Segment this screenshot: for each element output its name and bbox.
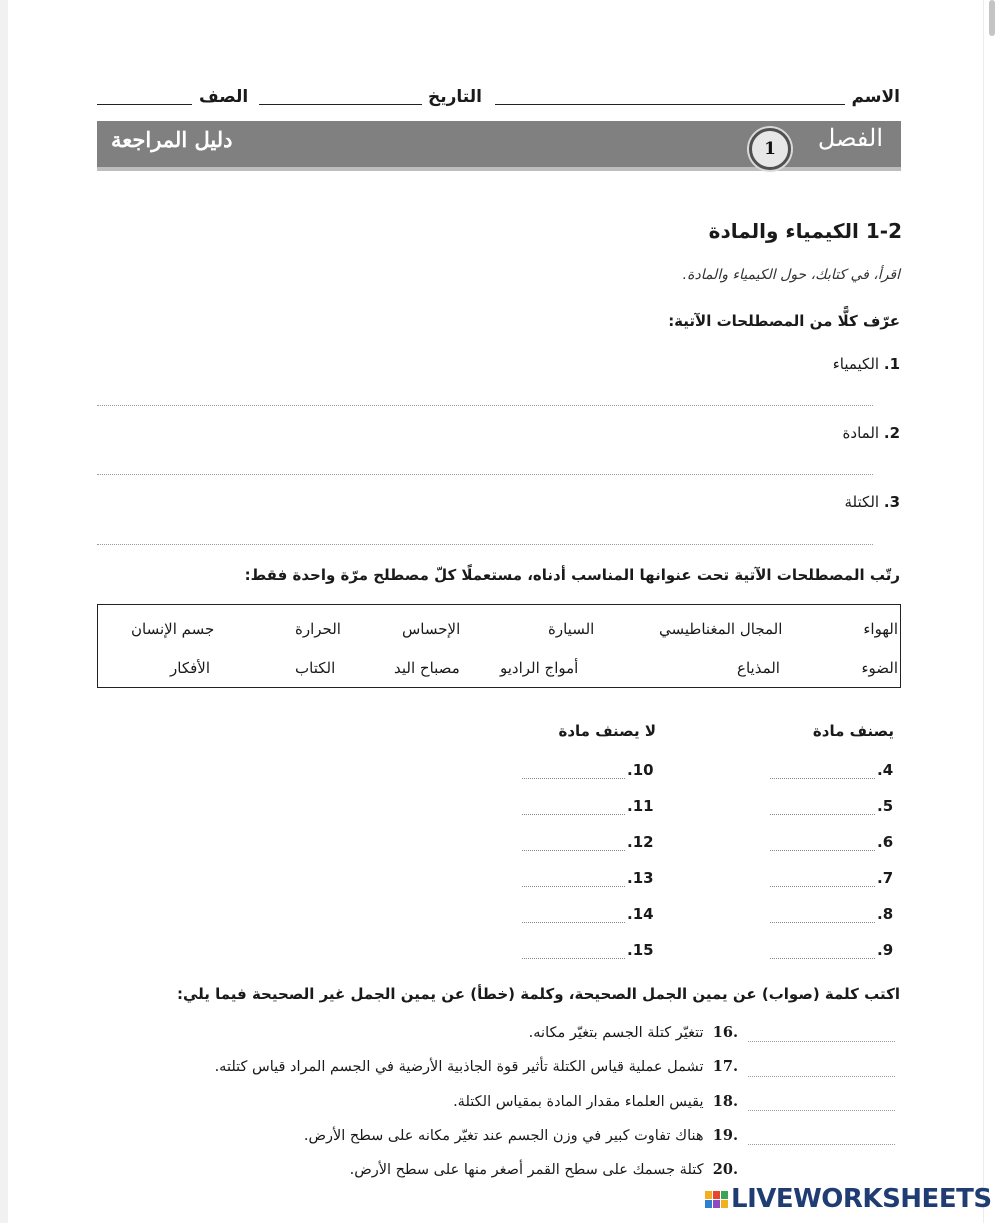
- section-title: 1-2 الكيمياء والمادة: [708, 219, 902, 243]
- banner-title: دليل المراجعة: [111, 127, 233, 152]
- term: الحرارة: [295, 620, 341, 638]
- definition-item: [833, 355, 900, 373]
- tf-number: .17: [712, 1058, 738, 1075]
- date-line: [259, 104, 422, 105]
- item-number: .5: [877, 797, 894, 815]
- definition-term: الكتلة: [844, 493, 880, 511]
- tf-item: [529, 1024, 738, 1041]
- tf-statement: تتغيّر كتلة الجسم بتغيّر مكانه.: [528, 1025, 704, 1041]
- definition-item: [843, 424, 900, 442]
- item-number: .10: [627, 761, 654, 779]
- page-edge: [0, 0, 8, 1223]
- term: الإحساس: [402, 620, 461, 638]
- logo-mark-icon: [705, 1191, 728, 1208]
- tf-item: [350, 1161, 738, 1178]
- answer-blank[interactable]: [522, 958, 625, 959]
- section-intro: اقرأ، في كتابك، حول الكيمياء والمادة.: [682, 267, 900, 283]
- term: الكتاب: [295, 659, 336, 677]
- definition-number: 3.: [883, 493, 900, 511]
- tf-item: [304, 1127, 738, 1144]
- item-number: .8: [877, 905, 894, 923]
- name-line: [495, 104, 845, 105]
- item-number: .7: [877, 869, 894, 887]
- answer-line[interactable]: [97, 405, 873, 406]
- tf-number: .20: [712, 1161, 738, 1178]
- chapter-banner: [97, 121, 901, 171]
- chapter-number-badge: 1: [749, 128, 791, 170]
- tf-answer-blank[interactable]: [748, 1144, 895, 1145]
- answer-blank[interactable]: [522, 850, 625, 851]
- class-line: [97, 104, 192, 105]
- item-number: .11: [627, 797, 654, 815]
- item-number: .12: [627, 833, 654, 851]
- item-number: .15: [627, 941, 654, 959]
- tf-answer-blank[interactable]: [748, 1110, 895, 1111]
- term: السيارة: [548, 620, 595, 638]
- date-label: التاريخ: [428, 87, 482, 107]
- term: المجال المغناطيسي: [659, 620, 783, 638]
- tf-number: .19: [712, 1127, 738, 1144]
- answer-line[interactable]: [97, 474, 873, 475]
- scroll-thumb[interactable]: [989, 0, 995, 36]
- answer-line[interactable]: [97, 544, 873, 545]
- tf-statement: تشمل عملية قياس الكتلة تأثير قوة الجاذبية الأرضية في الجسم المراد قياس كتلته.: [214, 1059, 704, 1075]
- term: أمواج الراديو: [500, 659, 579, 677]
- term: مصباح اليد: [394, 659, 460, 677]
- answer-blank[interactable]: [770, 778, 875, 779]
- tf-statement: كتلة جسمك على سطح القمر أصغر منها على سطح الأرض.: [349, 1162, 704, 1178]
- definition-item: [845, 493, 900, 511]
- scrollbar[interactable]: [983, 0, 1000, 1223]
- answer-blank[interactable]: [770, 922, 875, 923]
- item-number: .9: [877, 941, 894, 959]
- answer-blank[interactable]: [522, 922, 625, 923]
- tf-statement: يقيس العلماء مقدار المادة بمقياس الكتلة.: [453, 1094, 704, 1110]
- tf-number: .16: [712, 1024, 738, 1041]
- definition-term: الكيمياء: [832, 355, 880, 373]
- tf-number: .18: [712, 1093, 738, 1110]
- definition-term: المادة: [842, 424, 880, 442]
- answer-blank[interactable]: [522, 814, 625, 815]
- tf-answer-blank[interactable]: [748, 1041, 895, 1042]
- answer-blank[interactable]: [770, 814, 875, 815]
- item-number: .14: [627, 905, 654, 923]
- term: الأفكار: [170, 659, 210, 677]
- term: المذياع: [737, 659, 780, 677]
- answer-blank[interactable]: [770, 886, 875, 887]
- classify-instruction: رتّب المصطلحات الآتية تحت عنوانها المناسب أدناه، مستعملًا كلّ مصطلح مرّة واحدة فقط:: [244, 566, 900, 584]
- item-number: .6: [877, 833, 894, 851]
- name-label: الاسم: [851, 87, 900, 107]
- class-label: الصف: [199, 87, 249, 107]
- term: الهواء: [863, 620, 898, 638]
- tf-statement: هناك تفاوت كبير في وزن الجسم عند تغيّر مكانه على سطح الأرض.: [303, 1128, 704, 1144]
- answer-blank[interactable]: [522, 778, 625, 779]
- term-bank: [97, 604, 901, 688]
- item-number: .4: [877, 761, 894, 779]
- tf-item: [453, 1093, 738, 1110]
- not-matter-heading: لا يصنف مادة: [558, 722, 656, 740]
- term: جسم الإنسان: [131, 620, 215, 638]
- term: الضوء: [861, 659, 898, 677]
- answer-blank[interactable]: [522, 886, 625, 887]
- liveworksheets-logo: [705, 1182, 992, 1216]
- answer-blank[interactable]: [770, 850, 875, 851]
- matter-heading: يصنف مادة: [812, 722, 894, 740]
- define-instruction: عرّف كلًّا من المصطلحات الآتية:: [668, 312, 900, 330]
- tf-instruction: اكتب كلمة (صواب) عن يمين الجمل الصحيحة، وكلمة (خطأ) عن يمين الجمل غير الصحيحة فيما يلي:: [176, 985, 900, 1003]
- logo-text: LIVEWORKSHEETS: [731, 1184, 992, 1214]
- answer-blank[interactable]: [770, 958, 875, 959]
- definition-number: 2.: [883, 424, 900, 442]
- chapter-label: الفصل: [817, 124, 883, 152]
- item-number: .13: [627, 869, 654, 887]
- tf-item: [215, 1058, 738, 1075]
- tf-answer-blank[interactable]: [748, 1076, 895, 1077]
- definition-number: 1.: [883, 355, 900, 373]
